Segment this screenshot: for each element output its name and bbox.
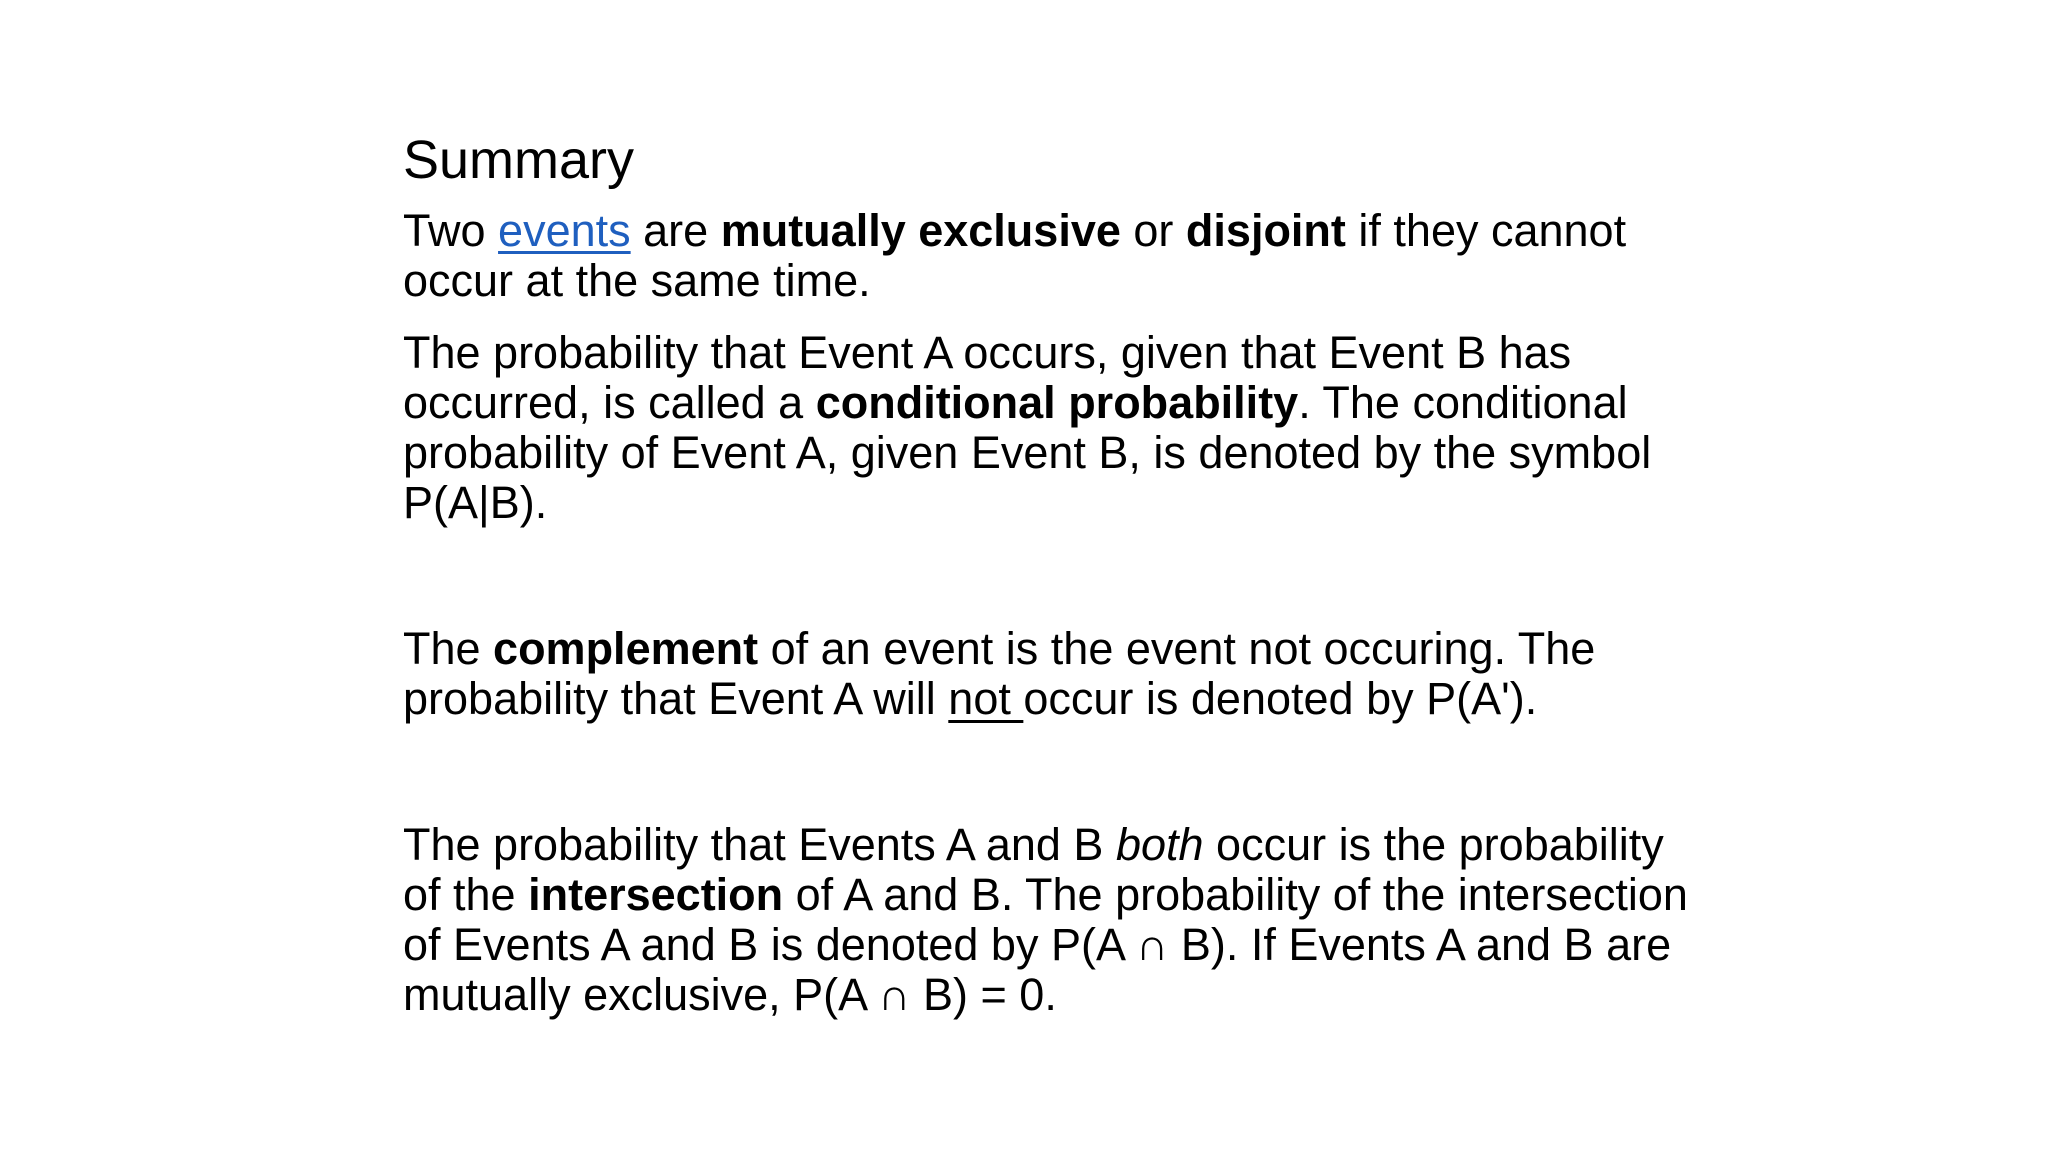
text-segment: occur is the probability of the	[403, 819, 1664, 920]
underlined-not: not	[948, 673, 1024, 724]
text-segment: The probability that Event A occurs, given that Event B has occurred, is called a	[403, 327, 1572, 428]
term-complement: complement	[493, 623, 759, 674]
text-segment: The	[403, 623, 494, 674]
paragraph-complement	[403, 624, 1703, 724]
events-link[interactable]: events	[498, 205, 631, 256]
term-disjoint: disjoint	[1185, 205, 1346, 256]
paragraph-conditional-probability	[403, 328, 1703, 528]
text-segment: occur is denoted by P(A').	[1023, 673, 1538, 724]
text-segment: of A and B. The probability of the intersection of Events A and B is denoted by P(A ∩ B). If Events A and B are mutually exclusive, P(A ∩ B) = 0.	[403, 869, 1688, 1020]
paragraph-intersection	[403, 820, 1703, 1020]
slide-content	[403, 128, 1703, 1020]
emphasis-both: both	[1115, 819, 1204, 870]
term-intersection: intersection	[528, 869, 784, 920]
paragraph-mutually-exclusive	[403, 206, 1703, 306]
text-segment: of an event is the event not occuring. The probability that Event A will	[403, 623, 1596, 724]
term-mutually-exclusive: mutually exclusive	[720, 205, 1121, 256]
slide-title: Summary	[403, 130, 635, 190]
text-segment: are	[630, 205, 721, 256]
text-segment: The probability that Events A and B	[403, 819, 1116, 870]
text-segment: . The conditional probability of Event A, given Event B, is denoted by the symbol P(A|B).	[403, 377, 1652, 528]
text-segment: Two	[403, 205, 499, 256]
text-segment: or	[1120, 205, 1186, 256]
text-segment: if they cannot occur at the same time.	[403, 205, 1627, 306]
term-conditional-probability: conditional probability	[815, 377, 1299, 428]
